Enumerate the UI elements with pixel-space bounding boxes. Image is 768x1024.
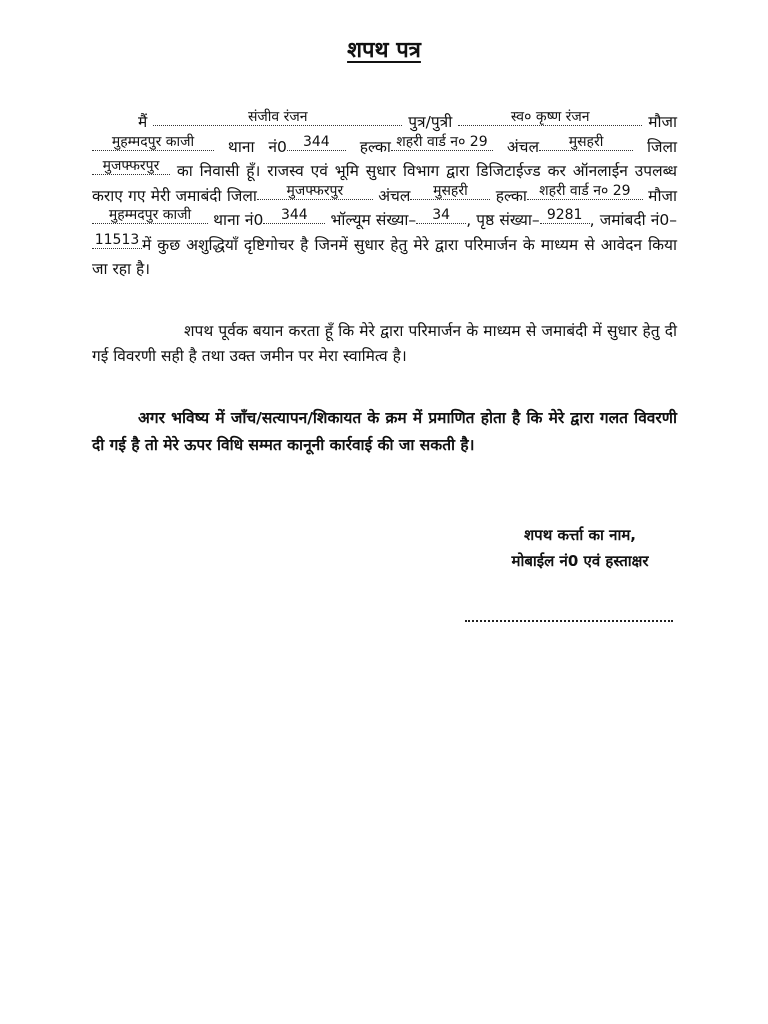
signature-line [465,620,673,622]
field-page-number: 9281 [540,207,590,224]
label-anchal: अंचल [506,137,540,156]
signature-label-name: शपथ कर्त्ता का नाम, [523,526,637,544]
field-zila: मुजफ्फरपुर [92,158,170,175]
label-thana: थाना नं0 [227,137,287,156]
label-mauja-2: मौजा [648,186,677,205]
label-halka: हल्का [359,137,391,156]
title-text: शपथ पत्र [347,38,421,63]
field-halka: शहरी वार्ड न० 29 [391,134,493,151]
field-thana: 344 [287,134,346,151]
field-jamabandi-thana: 344 [263,207,325,224]
label-main: मैं [138,113,148,131]
label-thana-2: थाना नं0 [213,211,264,229]
field-mauja: मुहम्मदपुर काजी [92,134,214,151]
text-correction-request: में कुछ अशुद्धियाँ दृष्टिगोचर है जिनमें सुधार हेतु मेरे द्वारा परिमार्जन के माध्यम से आवेदन किया जा रहा है। [92,235,677,278]
label-volume: भॉल्यूम संख्या– [330,211,417,229]
label-page-number: , पृष्ठ संख्या– [466,211,540,229]
label-son-daughter: पुत्र/पुत्री [408,113,453,131]
signature-label-mobile-sign: मोबाईल नं0 एवं हस्ताक्षर [511,552,649,570]
label-mauja: मौजा [648,113,677,131]
label-anchal-2: अंचल [378,186,411,205]
field-jamabandi-anchal: मुसहरी [410,183,490,200]
signature-block [480,522,680,574]
legal-consequence-paragraph: अगर भविष्य में जाँच/सत्यापन/शिकायत के क्रम में प्रमाणित होता है कि मेरे द्वारा गलत विवरणी दी गई है तो मेरे ऊपर विधि सम्मत कानूनी कार्रवाई की जा सकती है। [92,409,677,454]
field-jamabandi-halka: शहरी वार्ड न० 29 [527,183,643,200]
field-father-name: स्व० कृष्ण रंजन [458,109,642,126]
field-jamabandi-number: 11513 [92,232,142,249]
oath-paragraph: शपथ पूर्वक बयान करता हूँ कि मेरे द्वारा परिमार्जन के माध्यम से जमाबंदी में सुधार हेतु दी गई विवरणी सही है तथा उक्त जमीन पर मेरा स्वामित्व है। [92,322,677,365]
declaration-paragraph [92,110,677,282]
label-jamabandi: , जमांबदी नं0– [589,211,677,229]
field-volume-number: 34 [416,207,466,224]
field-deponent-name: संजीव रंजन [153,109,402,126]
field-jamabandi-mauja: मुहम्मदपुर काजी [92,207,208,224]
label-halka-2: हल्का [495,186,527,205]
document-title [0,34,768,64]
field-anchal: मुसहरी [539,134,633,151]
text-resident-statement: का निवासी हूँ। राजस्व एवं भूमि सुधार विभाग द्वारा डिजिटाईज्ड कर ऑनलाईन उपलब्ध कराए गए मेरी जमाबंदी जिला [92,162,677,205]
field-jamabandi-zila: मुजफ्फरपुर [257,183,373,200]
label-zila: जिला [646,137,677,156]
